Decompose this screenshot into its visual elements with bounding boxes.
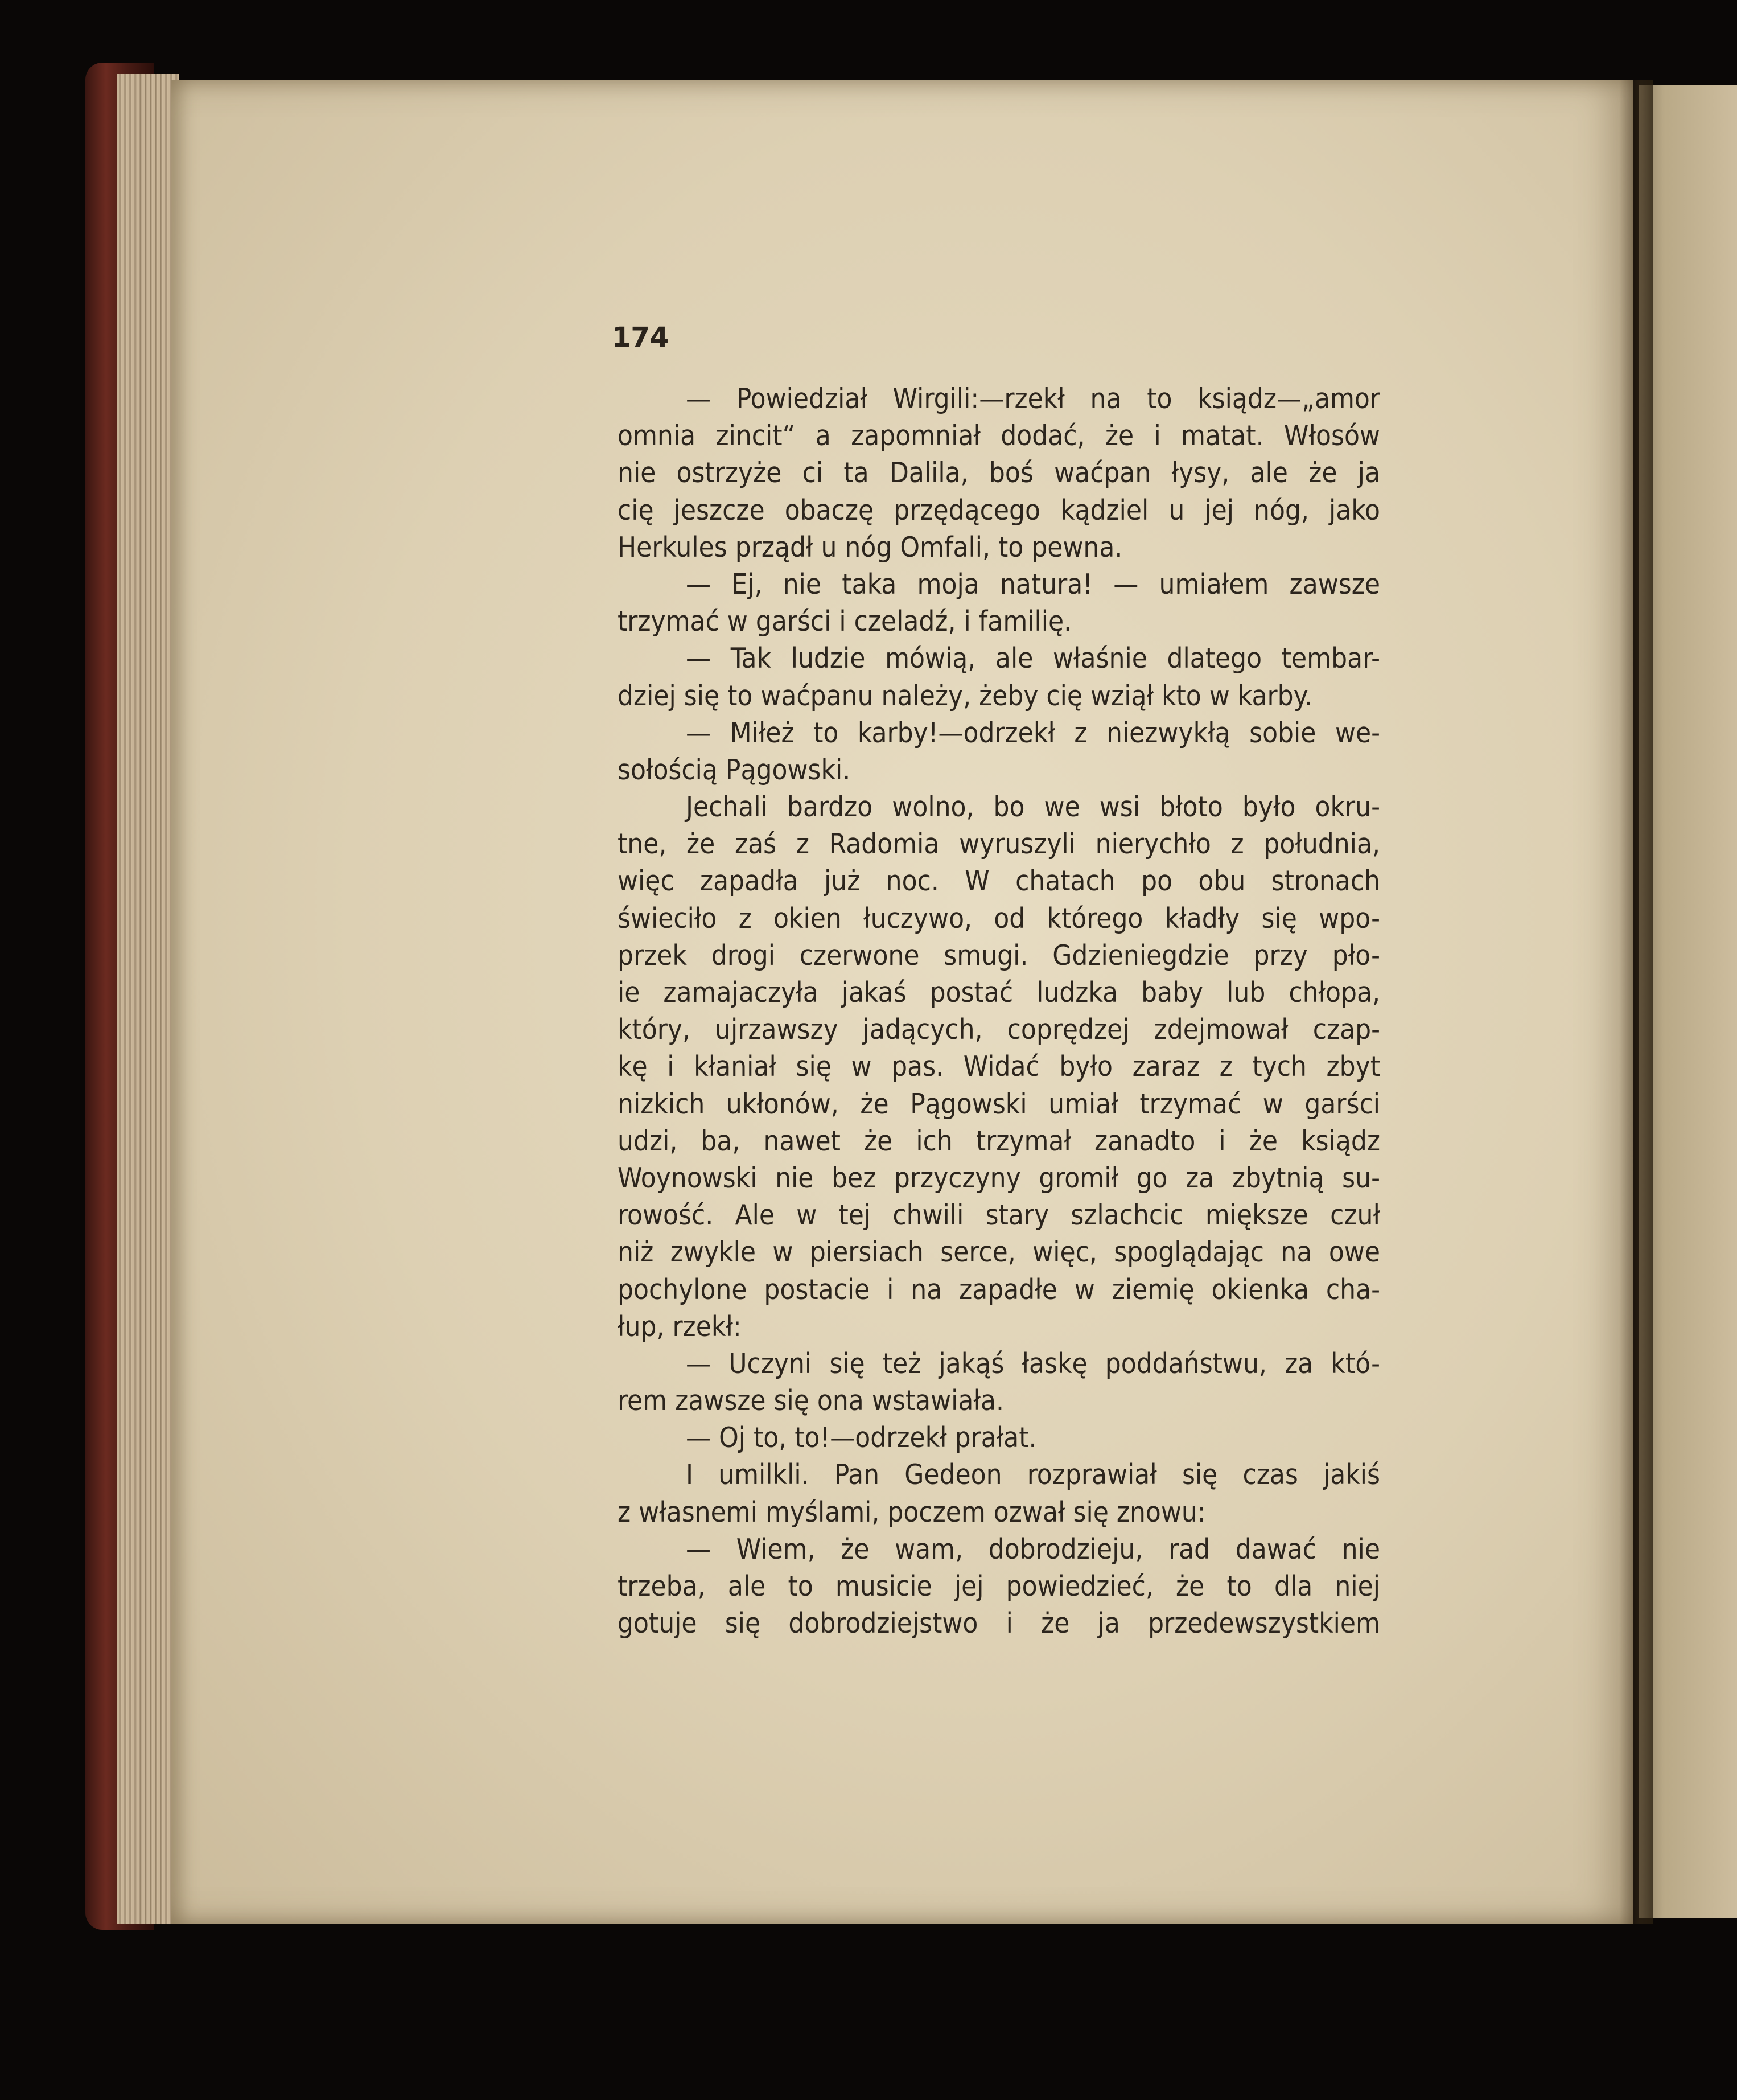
text-line: z własnemi myślami, poczem ozwał się znowu: bbox=[618, 1495, 1206, 1528]
text-line: dziej się to waćpanu należy, żeby cię wziął kto w karby. bbox=[618, 679, 1312, 712]
text-line: cię jeszcze obaczę przędącego kądziel u jej nóg, jako bbox=[618, 494, 1380, 527]
text-line: tne, że zaś z Radomia wyruszyli nierychło z południa, bbox=[618, 828, 1380, 861]
text-line: — Oj to, to!—odrzekł prałat. bbox=[686, 1421, 1037, 1454]
page-number: 174 bbox=[612, 322, 669, 354]
text-line: więc zapadła już noc. W chatach po obu stronach bbox=[618, 865, 1380, 898]
text-line: trzymać w garści i czeladź, i familię. bbox=[618, 605, 1072, 638]
text-line: kę i kłaniał się w pas. Widać było zaraz z tych zbyt bbox=[618, 1050, 1380, 1083]
text-line: — Tak ludzie mówią, ale właśnie dlatego tembar- bbox=[686, 642, 1380, 675]
text-line: nizkich ukłonów, że Pągowski umiał trzymać w garści bbox=[618, 1087, 1380, 1120]
text-line: Woynowski nie bez przyczyny gromił go za zbytnią su- bbox=[618, 1161, 1380, 1194]
text-line: ie zamajaczyła jakaś postać ludzka baby lub chłopa, bbox=[618, 976, 1380, 1009]
text-line: — Miłeż to karby!—odrzekł z niezwykłą sobie we- bbox=[686, 716, 1380, 749]
text-line: pochylone postacie i na zapadłe w ziemię okienka cha- bbox=[618, 1273, 1380, 1306]
text-line: przek drogi czerwone smugi. Gdzieniegdzie przy pło- bbox=[618, 939, 1380, 972]
text-line: sołością Pągowski. bbox=[618, 753, 851, 786]
text-line: Herkules prządł u nóg Omfali, to pewna. bbox=[618, 531, 1123, 564]
text-line: nie ostrzyże ci ta Dalila, boś waćpan łysy, ale że ja bbox=[618, 457, 1380, 490]
page-stack-edges bbox=[117, 74, 179, 1924]
text-line: I umilkli. Pan Gedeon rozprawiał się czas jakiś bbox=[686, 1458, 1380, 1491]
text-line: udzi, ba, nawet że ich trzymał zanadto i że ksiądz bbox=[618, 1124, 1380, 1157]
text-line: — Uczyni się też jakąś łaskę poddaństwu, za któ- bbox=[686, 1347, 1380, 1380]
text-line: rowość. Ale w tej chwili stary szlachcic miększe czuł bbox=[618, 1199, 1380, 1232]
text-line: gotuje się dobrodziejstwo i że ja przedewszystkiem bbox=[618, 1607, 1380, 1640]
text-line: świeciło z okien łuczywo, od którego kładły się wpo- bbox=[618, 902, 1380, 935]
text-line: rem zawsze się ona wstawiała. bbox=[618, 1384, 1004, 1417]
text-line: który, ujrzawszy jadących, coprędzej zdejmował czap- bbox=[618, 1013, 1380, 1046]
text-line: — Wiem, że wam, dobrodzieju, rad dawać nie bbox=[686, 1532, 1380, 1565]
page-text-block bbox=[618, 380, 1380, 1642]
text-line: trzeba, ale to musicie jej powiedzieć, że to dla niej bbox=[618, 1570, 1380, 1602]
text-line: łup, rzekł: bbox=[618, 1310, 742, 1343]
facing-page-edge bbox=[1639, 85, 1737, 1918]
text-line: Jechali bardzo wolno, bo we wsi błoto było okru- bbox=[686, 791, 1380, 824]
text-line: omnia zincit“ a zapomniał dodać, że i matat. Włosów bbox=[618, 420, 1380, 453]
text-line: niż zwykle w piersiach serce, więc, spoglądając na owe bbox=[618, 1236, 1380, 1269]
text-line: — Ej, nie taka moja natura! — umiałem zawsze bbox=[686, 568, 1380, 601]
text-line: — Powiedział Wirgili:—rzekł na to ksiądz—„amor bbox=[686, 383, 1380, 415]
book-gutter bbox=[1619, 80, 1653, 1924]
